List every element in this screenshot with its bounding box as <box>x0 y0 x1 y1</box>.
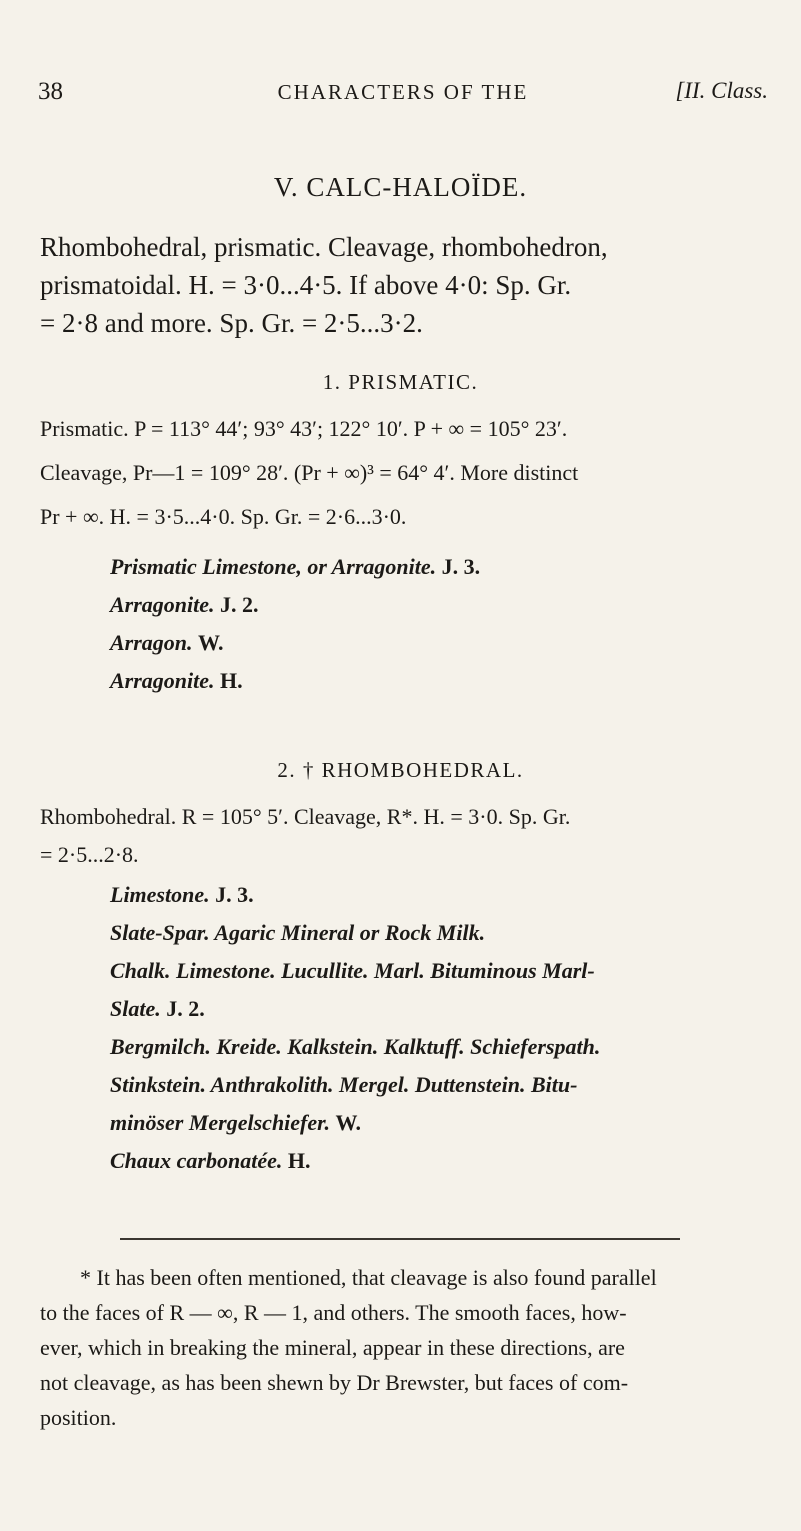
synonym-authority: W. <box>335 1110 361 1135</box>
synonym-list-prismatic <box>110 548 480 700</box>
species-heading-rhombohedral: 2. † RHOMBOHEDRAL. <box>277 758 524 782</box>
synonym-line <box>110 952 600 990</box>
synonym-text: Stinkstein. Anthrakolith. Mergel. Duttenstein. Bitu- <box>110 1072 578 1097</box>
species-description-prismatic <box>40 410 776 536</box>
synonym-text: Chaux carbonatée. <box>110 1148 283 1173</box>
species-description-rhombohedral <box>40 798 776 874</box>
synonym-text: Limestone. <box>110 882 210 907</box>
synonym-authority: J. 3. <box>215 882 254 907</box>
synonym-text: Slate. <box>110 996 161 1021</box>
intro-line: Rhombohedral, prismatic. Cleavage, rhombohedron, <box>40 232 608 262</box>
synonym-name: Arragonite. <box>110 668 215 693</box>
synonym-authority: W. <box>198 630 224 655</box>
class-label: [II. Class. <box>675 78 768 103</box>
synonym-line <box>110 914 600 952</box>
synonym-name: Arragon. <box>110 630 193 655</box>
footnote-line: position. <box>40 1405 117 1430</box>
footnote <box>40 1260 776 1435</box>
synonym-line <box>110 624 480 662</box>
synonym-line <box>110 1066 600 1104</box>
synonym-line <box>110 1142 600 1180</box>
synonym-list-rhombohedral <box>110 876 600 1180</box>
synonym-name: Arragonite. <box>110 592 215 617</box>
synonym-line <box>110 662 480 700</box>
running-title: CHARACTERS OF THE <box>277 80 529 104</box>
synonym-text: Slate-Spar. Agaric Mineral or Rock Milk. <box>110 920 486 945</box>
footnote-line: to the faces of R — ∞, R — 1, and others. The smooth faces, how- <box>40 1300 627 1325</box>
synonym-authority: J. 2. <box>220 592 259 617</box>
synonym-line <box>110 990 600 1028</box>
synonym-name: Prismatic Limestone, or Arragonite. <box>110 554 437 579</box>
description-line: Rhombohedral. R = 105° 5′. Cleavage, R*. H. = 3·0. Sp. Gr. <box>40 804 571 829</box>
page-header <box>38 78 768 108</box>
synonym-line <box>110 1028 600 1066</box>
synonym-line <box>110 876 600 914</box>
section-title: V. CALC-HALOÏDE. <box>273 172 528 202</box>
intro-line: prismatoidal. H. = 3·0...4·5. If above 4·0: Sp. Gr. <box>40 270 572 300</box>
description-line: Pr + ∞. H. = 3·5...4·0. Sp. Gr. = 2·6...3·0. <box>40 504 407 529</box>
synonym-line <box>110 548 480 586</box>
synonym-authority: H. <box>287 1148 311 1173</box>
synonym-line <box>110 1104 600 1142</box>
page-number: 38 <box>38 78 63 105</box>
footnote-line: not cleavage, as has been shewn by Dr Brewster, but faces of com- <box>40 1370 629 1395</box>
description-line: Prismatic. P = 113° 44′; 93° 43′; 122° 10′. P + ∞ = 105° 23′. <box>40 416 568 441</box>
footnote-line: * It has been often mentioned, that cleavage is also found parallel <box>80 1265 657 1290</box>
synonym-text: Chalk. Limestone. Lucullite. Marl. Bituminous Marl- <box>110 958 595 983</box>
intro-line: = 2·8 and more. Sp. Gr. = 2·5...3·2. <box>40 308 423 338</box>
synonym-text: Bergmilch. Kreide. Kalkstein. Kalktuff. Schieferspath. <box>110 1034 601 1059</box>
description-line: = 2·5...2·8. <box>40 842 139 867</box>
species-heading-prismatic: 1. PRISMATIC. <box>322 370 479 394</box>
description-line: Cleavage, Pr—1 = 109° 28′. (Pr + ∞)³ = 64° 4′. More distinct <box>40 460 579 485</box>
footnote-divider <box>120 1238 680 1240</box>
synonym-authority: J. 2. <box>166 996 205 1021</box>
order-characters <box>40 228 775 342</box>
footnote-line: ever, which in breaking the mineral, appear in these directions, are <box>40 1335 625 1360</box>
synonym-authority: H. <box>220 668 243 693</box>
synonym-authority: J. 3. <box>441 554 481 579</box>
synonym-text: minöser Mergelschiefer. <box>110 1110 330 1135</box>
synonym-line <box>110 586 480 624</box>
